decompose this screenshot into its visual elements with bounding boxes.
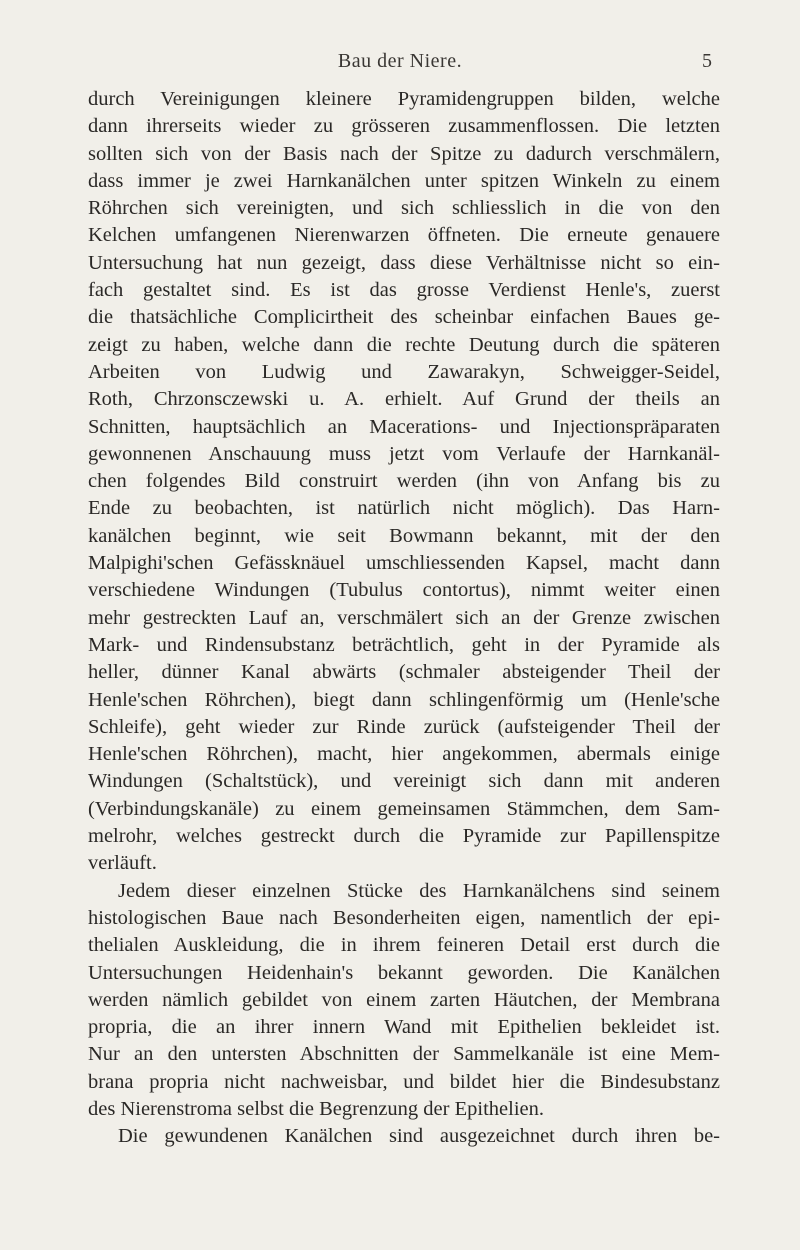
- text-line: melrohr, welches gestreckt durch die Pyramide zur Papillenspitze: [88, 825, 720, 848]
- text-line: Mark- und Rindensubstanz beträchtlich, geht in der Pyramide als: [88, 633, 720, 656]
- text-line: die thatsächliche Complicirtheit des scheinbar einfachen Baues ge-: [88, 306, 720, 329]
- text-line: dann ihrerseits wieder zu grösseren zusammenflossen. Die letzten: [88, 115, 720, 138]
- running-title: Bau der Niere.: [337, 50, 463, 72]
- text-line: verschiedene Windungen (Tubulus contortus), nimmt weiter einen: [88, 579, 720, 602]
- text-line: dass immer je zwei Harnkanälchen unter spitzen Winkeln zu einem: [88, 169, 720, 192]
- text-line: brana propria nicht nachweisbar, und bildet hier die Bindesubstanz: [88, 1070, 720, 1093]
- text-line: Schnitten, hauptsächlich an Macerations- und Injectionspräparaten: [88, 415, 720, 438]
- text-line: zeigt zu haben, welche dann die rechte Deutung durch die späteren: [88, 333, 720, 356]
- text-line: Arbeiten von Ludwig und Zawarakyn, Schweigger-Seidel,: [88, 360, 720, 383]
- text-line: propria, die an ihrer innern Wand mit Epithelien bekleidet ist.: [88, 1016, 720, 1039]
- text-line: Malpighi'schen Gefässknäuel umschliessenden Kapsel, macht dann: [88, 552, 720, 575]
- text-line: Windungen (Schaltstück), und vereinigt sich dann mit anderen: [88, 770, 720, 793]
- text-line: des Nierenstroma selbst die Begrenzung der Epithelien.: [88, 1097, 544, 1120]
- text-line: (Verbindungskanäle) zu einem gemeinsamen Stämmchen, dem Sam-: [88, 797, 720, 820]
- text-line: durch Vereinigungen kleinere Pyramidengruppen bilden, welche: [88, 88, 720, 110]
- text-line: Nur an den untersten Abschnitten der Sammelkanäle ist eine Mem-: [88, 1043, 720, 1066]
- text-line: Kelchen umfangenen Nierenwarzen öffneten. Die erneute genauere: [88, 224, 720, 247]
- text-line: Jedem dieser einzelnen Stücke des Harnkanälchens sind seinem: [118, 879, 720, 902]
- text-line: kanälchen beginnt, wie seit Bowmann bekannt, mit der den: [88, 524, 720, 547]
- text-line: Untersuchung hat nun gezeigt, dass diese Verhältnisse nicht so ein-: [88, 251, 720, 274]
- text-line: Ende zu beobachten, ist natürlich nicht möglich). Das Harn-: [88, 497, 720, 520]
- text-line: Untersuchungen Heidenhain's bekannt geworden. Die Kanälchen: [88, 961, 720, 984]
- text-line: gewonnenen Anschauung muss jetzt vom Verlaufe der Harnkanäl-: [88, 442, 720, 465]
- page-number: 5: [702, 50, 712, 72]
- text-line: Roth, Chrzonsczewski u. A. erhielt. Auf Grund der theils an: [88, 388, 720, 411]
- text-line: histologischen Baue nach Besonderheiten eigen, namentlich der epi-: [88, 906, 720, 929]
- text-line: werden nämlich gebildet von einem zarten Häutchen, der Membrana: [88, 988, 720, 1011]
- text-line: verläuft.: [88, 852, 157, 875]
- text-line: chen folgendes Bild construirt werden (ihn von Anfang bis zu: [88, 470, 720, 493]
- text-line: heller, dünner Kanal abwärts (schmaler absteigender Theil der: [88, 661, 720, 684]
- text-line: Die gewundenen Kanälchen sind ausgezeichnet durch ihren be-: [118, 1125, 720, 1148]
- text-line: Henle'schen Röhrchen), macht, hier angekommen, abermals einige: [88, 743, 720, 766]
- text-line: fach gestaltet sind. Es ist das grosse Verdienst Henle's, zuerst: [88, 279, 720, 302]
- running-head: [0, 50, 800, 80]
- text-line: thelialen Auskleidung, die in ihrem feineren Detail erst durch die: [88, 934, 720, 957]
- body-text: [88, 86, 720, 1151]
- text-line: Röhrchen sich vereinigten, und sich schliesslich in die von den: [88, 197, 720, 220]
- text-line: sollten sich von der Basis nach der Spitze zu dadurch verschmälern,: [88, 142, 720, 165]
- text-line: mehr gestreckten Lauf an, verschmälert sich an der Grenze zwischen: [88, 606, 720, 629]
- text-line: Henle'schen Röhrchen), biegt dann schlingenförmig um (Henle'sche: [88, 688, 720, 711]
- text-line: Schleife), geht wieder zur Rinde zurück (aufsteigender Theil der: [88, 715, 720, 738]
